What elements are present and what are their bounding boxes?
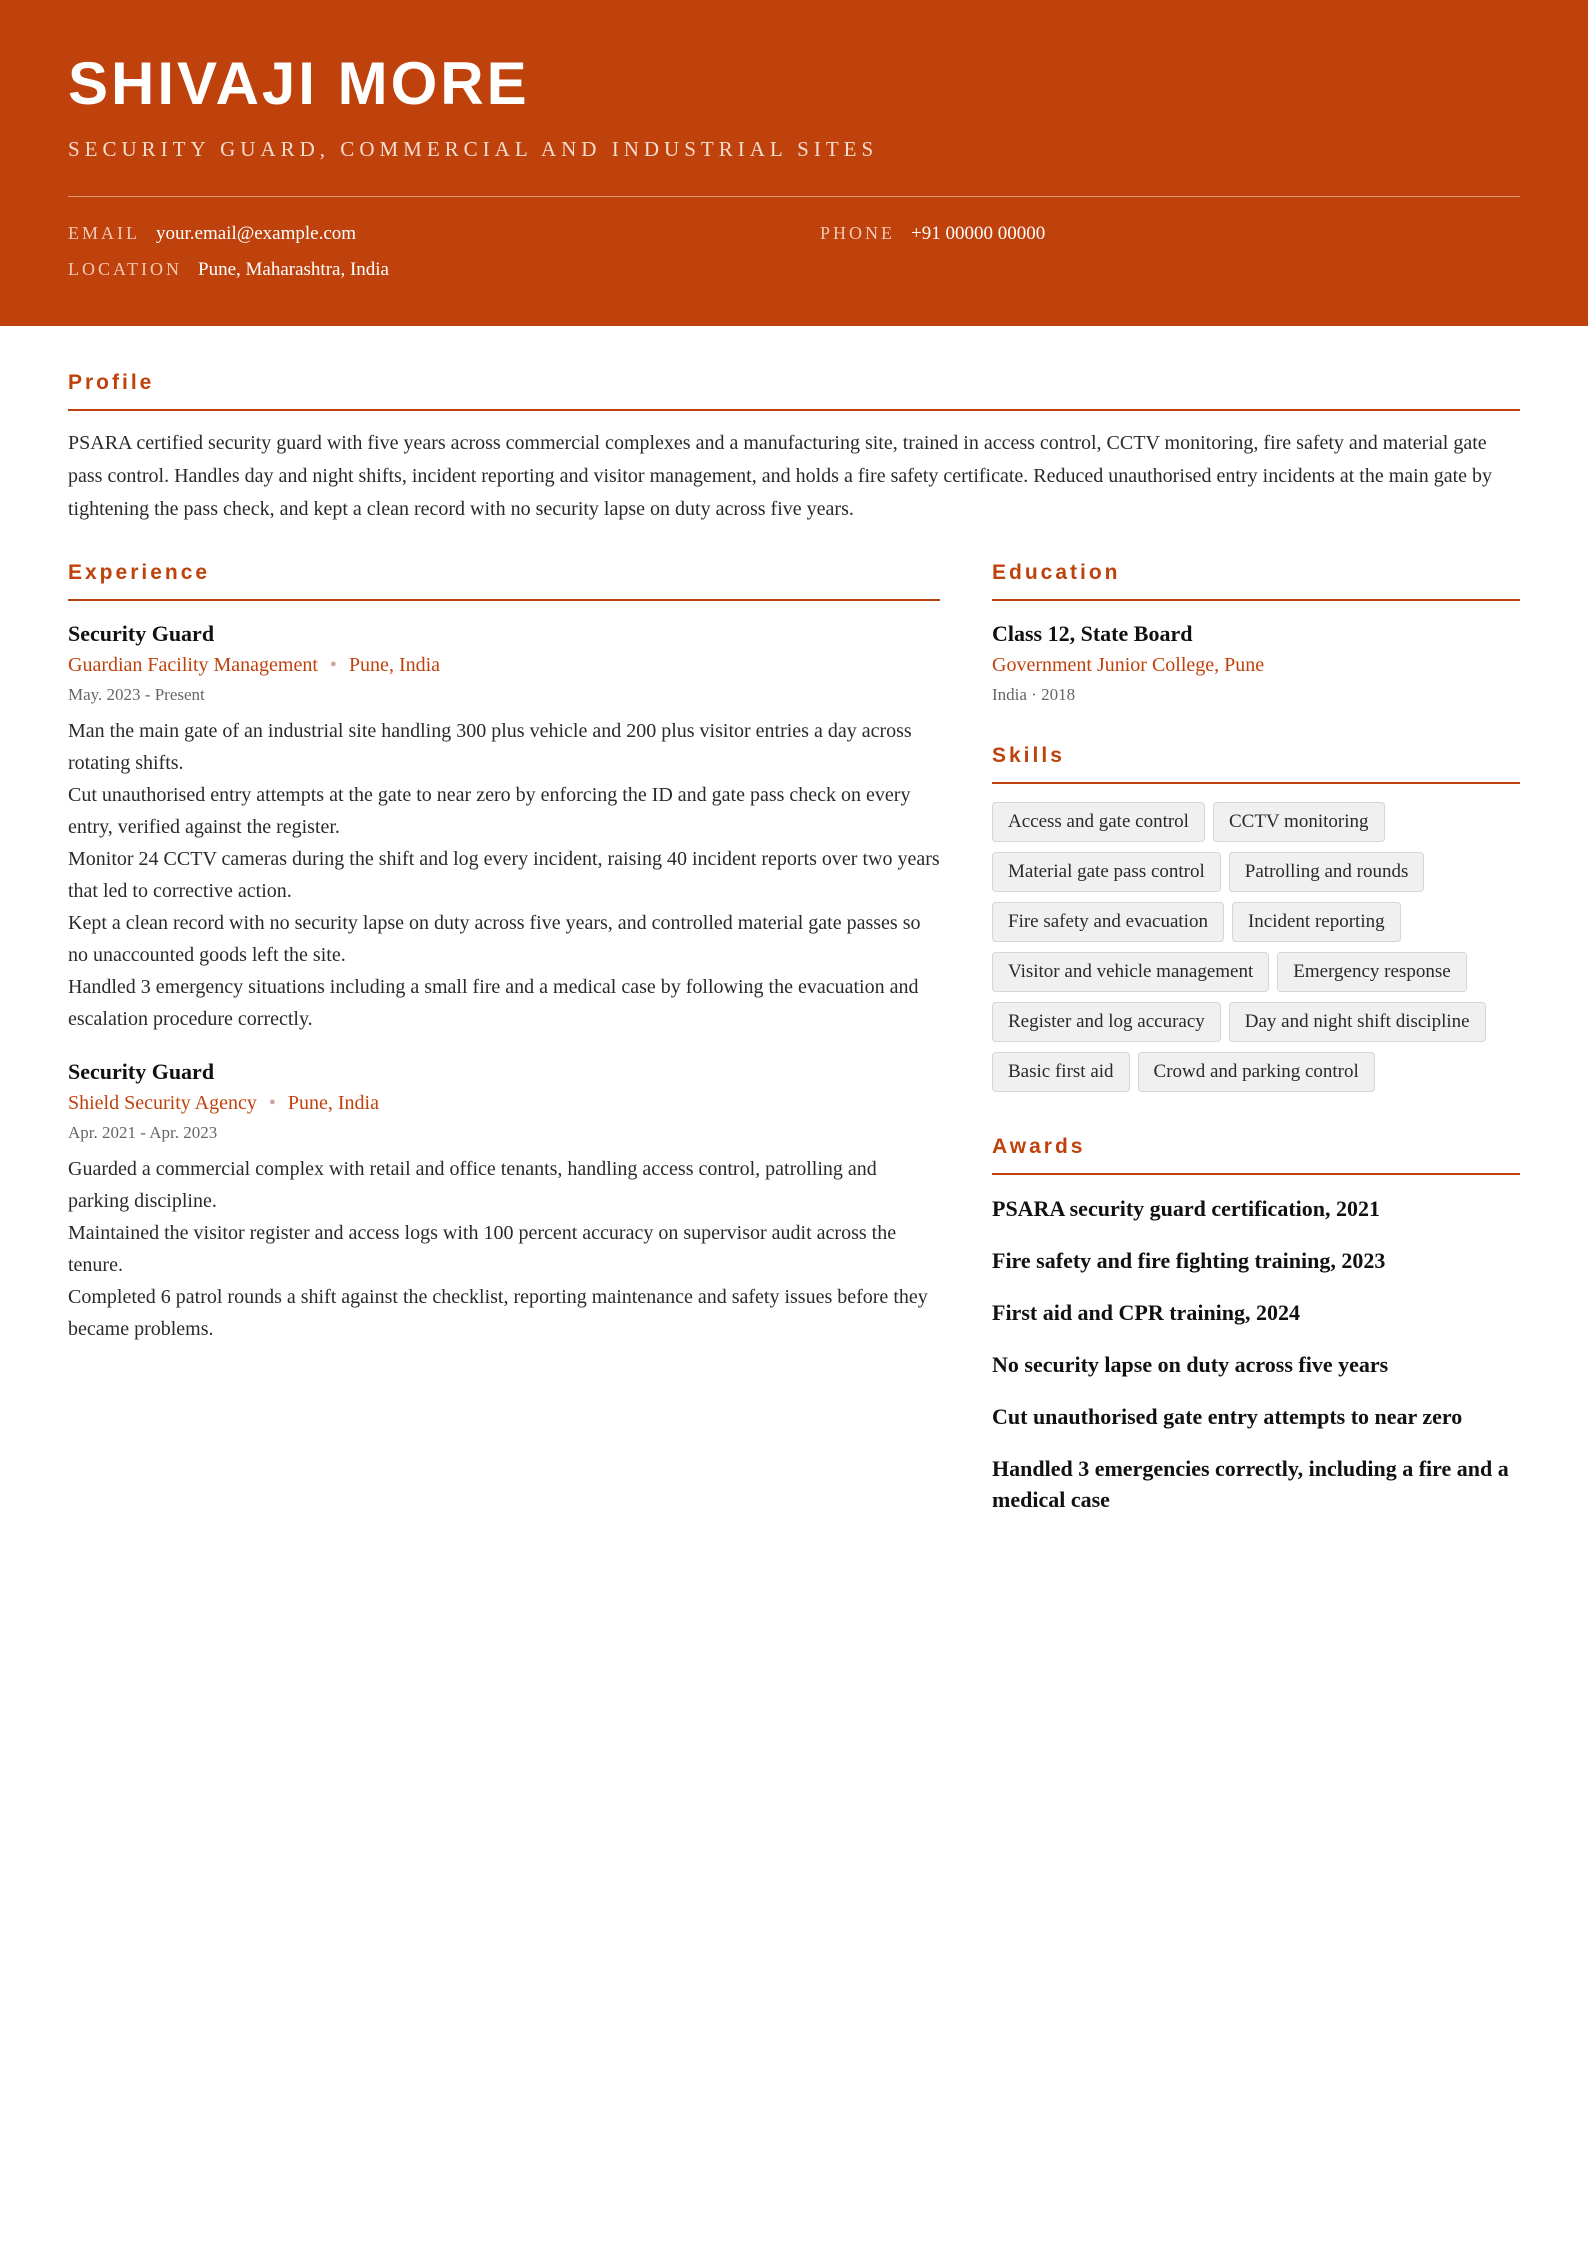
skill-chip: Access and gate control (992, 802, 1205, 842)
award-item: Handled 3 emergencies correctly, including a fire and a medical case (992, 1456, 1509, 1512)
skills-list (992, 802, 1520, 1092)
education-degree: Class 12, State Board (992, 621, 1193, 646)
job-bullet: Cut unauthorised entry attempts at the gate to near zero by enforcing the ID and gate pass check on every entry, verified against the register. (68, 784, 911, 838)
candidate-name: SHIVAJI MORE (68, 50, 530, 117)
award-item: No security lapse on duty across five years (992, 1352, 1389, 1377)
job-bullet: Guarded a commercial complex with retail and office tenants, handling access control, patrolling and parking discipline. (68, 1158, 877, 1212)
sidebar-column (992, 560, 1520, 1536)
awards-heading: Awards (992, 1134, 1520, 1175)
award-item: First aid and CPR training, 2024 (992, 1300, 1301, 1325)
skill-chip: Basic first aid (992, 1052, 1130, 1092)
phone-value: +91 00000 00000 (911, 223, 1046, 244)
contact-phone (820, 221, 1045, 246)
contact-info (68, 221, 1520, 301)
job-entry (68, 1057, 940, 1345)
job-location: Pune, India (287, 1092, 379, 1114)
skill-chip: Day and night shift discipline (1229, 1002, 1486, 1042)
award-item: PSARA security guard certification, 2021 (992, 1196, 1380, 1221)
experience-heading: Experience (68, 560, 940, 601)
job-dates: Apr. 2021 - Apr. 2023 (68, 1123, 218, 1142)
job-title: Security Guard (68, 621, 215, 646)
candidate-headline: SECURITY GUARD, COMMERCIAL AND INDUSTRIAL SITES (68, 137, 879, 161)
job-bullet: Kept a clean record with no security lapse on duty across five years, and controlled material gate passes so no unaccounted goods left the site. (68, 912, 921, 966)
skill-chip: Fire safety and evacuation (992, 902, 1224, 942)
email-label: EMAIL (68, 223, 140, 243)
award-item: Cut unauthorised gate entry attempts to near zero (992, 1404, 1463, 1429)
job-bullet: Maintained the visitor register and access logs with 100 percent accuracy on supervisor audit across the tenure. (68, 1222, 897, 1276)
education-entry (992, 619, 1520, 707)
awards-section (992, 1134, 1520, 1515)
location-value: Pune, Maharashtra, India (198, 259, 389, 280)
skill-chip: Crowd and parking control (1138, 1052, 1375, 1092)
experience-section (68, 560, 940, 1345)
job-employer (68, 1089, 940, 1117)
header-divider (68, 196, 1520, 197)
job-bullet: Handled 3 emergency situations including a small fire and a medical case by following the evacuation and escalation procedure correctly. (68, 976, 919, 1030)
contact-location (68, 257, 389, 282)
contact-email (68, 221, 356, 246)
phone-label: PHONE (820, 223, 896, 243)
skill-chip: Material gate pass control (992, 852, 1221, 892)
skill-chip: Incident reporting (1232, 902, 1401, 942)
profile-heading: Profile (68, 370, 1520, 411)
job-bullet: Completed 6 patrol rounds a shift against the checklist, reporting maintenance and safety issues before they became problems. (68, 1286, 928, 1340)
profile-section (68, 370, 1520, 526)
skill-chip: Visitor and vehicle management (992, 952, 1269, 992)
job-employer (68, 651, 940, 679)
skill-chip: Emergency response (1277, 952, 1466, 992)
job-bullet: Monitor 24 CCTV cameras during the shift and log every incident, raising 40 incident reports over two years that led to corrective action. (68, 848, 940, 902)
education-school: Government Junior College, Pune (992, 654, 1265, 676)
separator-dot-icon: • (329, 654, 337, 676)
location-label: LOCATION (68, 259, 182, 279)
email-value: your.email@example.com (156, 223, 357, 244)
job-title: Security Guard (68, 1059, 215, 1084)
skill-chip: Register and log accuracy (992, 1002, 1221, 1042)
job-entry (68, 619, 940, 1035)
skills-heading: Skills (992, 743, 1520, 784)
job-responsibilities (68, 715, 940, 1035)
education-heading: Education (992, 560, 1520, 601)
education-section (992, 560, 1520, 707)
skill-chip: Patrolling and rounds (1229, 852, 1425, 892)
resume-body (0, 326, 1588, 1512)
job-dates: May. 2023 - Present (68, 685, 205, 704)
separator-dot-icon: • (268, 1092, 276, 1114)
skill-chip: CCTV monitoring (1213, 802, 1385, 842)
resume-header (0, 0, 1588, 326)
job-company: Guardian Facility Management (68, 654, 318, 676)
job-bullet: Man the main gate of an industrial site handling 300 plus vehicle and 200 plus visitor entries a day across rotating shifts. (68, 720, 912, 774)
job-location: Pune, India (348, 654, 441, 676)
skills-section (992, 743, 1520, 1092)
job-company: Shield Security Agency (68, 1092, 257, 1114)
profile-summary: PSARA certified security guard with five years across commercial complexes and a manufacturing site, trained in access control, CCTV monitoring, fire safety and material gate pass control. Handles day and night shifts, incident reporting and visitor management, and holds a fire safety certificate. Reduced unauthorised entry incidents at the main gate by tightening the pass check, and kept a clean record with no security lapse on duty across five years. (68, 432, 1493, 520)
award-item: Fire safety and fire fighting training, 2023 (992, 1248, 1386, 1273)
education-meta: India · 2018 (992, 685, 1076, 704)
awards-list (992, 1193, 1520, 1515)
job-responsibilities (68, 1153, 940, 1345)
